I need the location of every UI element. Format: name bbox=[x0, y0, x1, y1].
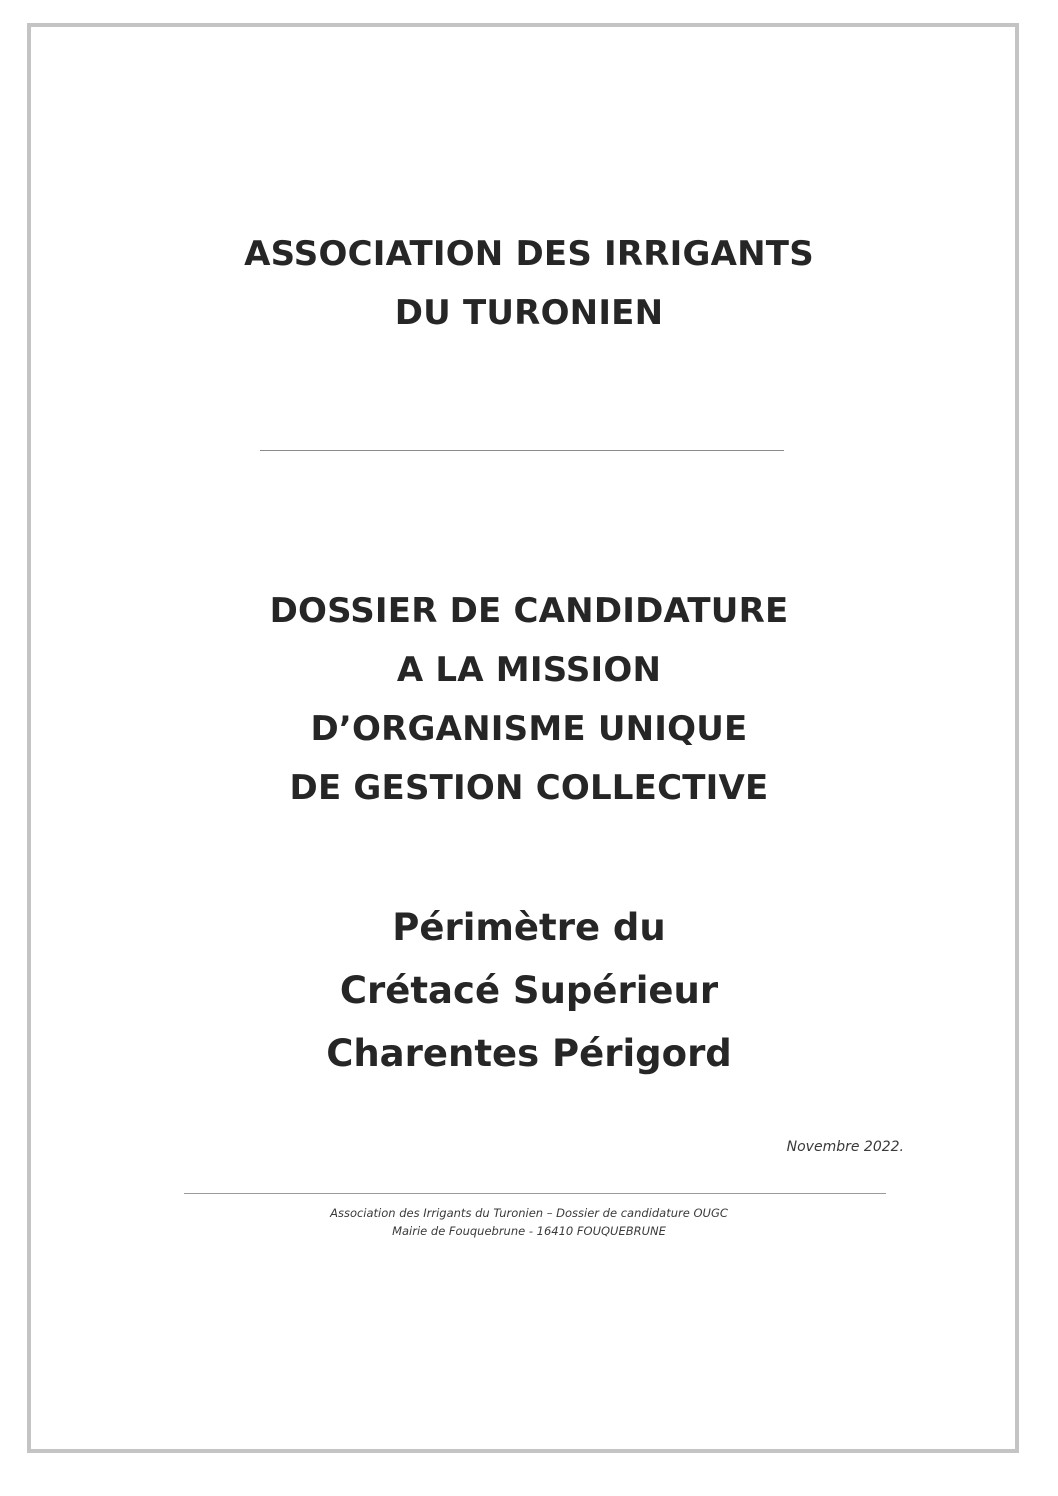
perimetre-line-1: Périmètre du bbox=[392, 906, 666, 949]
dossier-title-line-2: A LA MISSION bbox=[396, 650, 662, 690]
page-footer bbox=[0, 1204, 1058, 1240]
footer-line-1: Association des Irrigants du Turonien – Dossier de candidature OUGC bbox=[330, 1206, 728, 1220]
perimetre-line-3: Charentes Périgord bbox=[326, 1032, 732, 1075]
dossier-title-line-3: D’ORGANISME UNIQUE bbox=[310, 709, 748, 749]
footer-divider bbox=[184, 1193, 886, 1194]
title-divider bbox=[260, 450, 784, 451]
dossier-title-line-4: DE GESTION COLLECTIVE bbox=[289, 768, 769, 808]
perimetre-line-2: Crétacé Supérieur bbox=[339, 969, 719, 1012]
footer-line-2: Mairie de Fouquebrune - 16410 FOUQUEBRUNE bbox=[392, 1224, 666, 1238]
organisation-title bbox=[0, 225, 1058, 343]
dossier-title bbox=[0, 582, 1058, 818]
organisation-title-line-1: ASSOCIATION DES IRRIGANTS bbox=[244, 234, 814, 274]
dossier-title-line-1: DOSSIER DE CANDIDATURE bbox=[269, 591, 789, 631]
document-date: Novembre 2022. bbox=[786, 1139, 904, 1155]
organisation-title-line-2: DU TURONIEN bbox=[394, 293, 664, 333]
perimetre-title bbox=[0, 896, 1058, 1085]
